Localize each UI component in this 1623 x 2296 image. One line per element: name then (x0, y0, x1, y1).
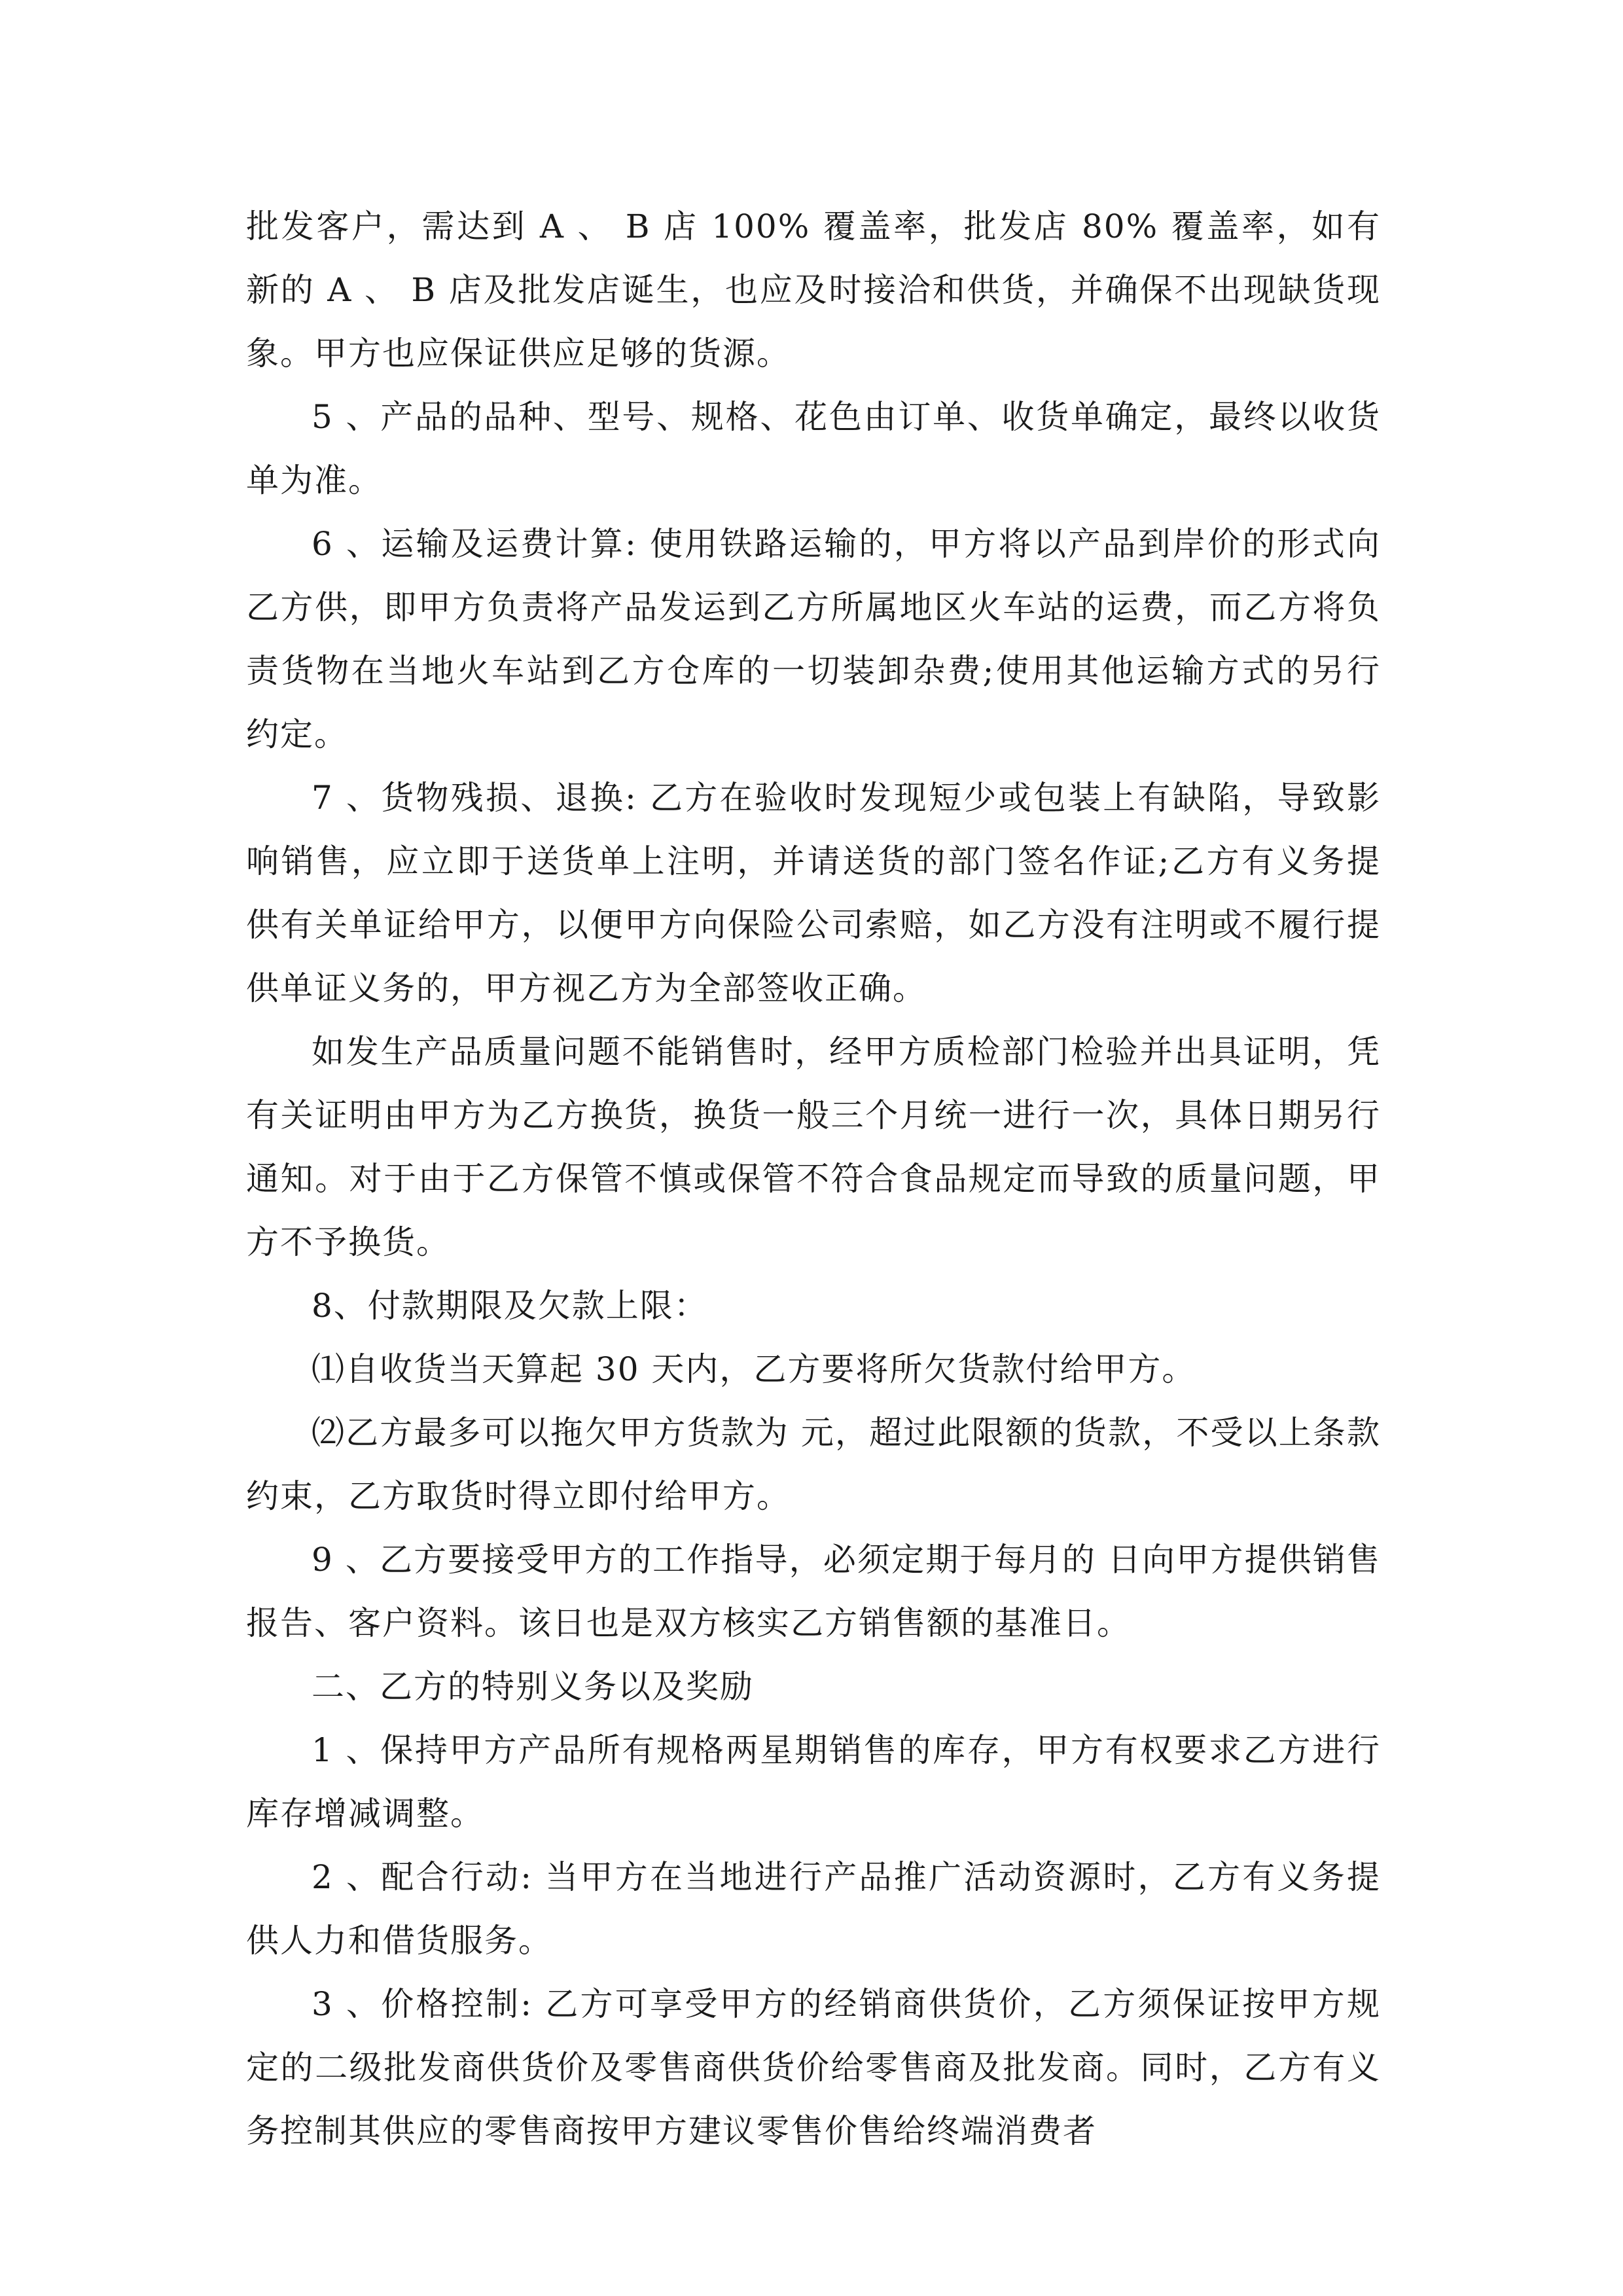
paragraph-clause-6: 6 、运输及运费计算: 使用铁路运输的，甲方将以产品到岸价的形式向乙方供，即甲方负责将产品发运到乙方所属地区火车站的运费，而乙方将负责货物在当地火车站到乙方仓库的一切装卸杂费;使用其他运输方式的另行约定。 (246, 525, 1381, 753)
paragraph-clause-5: 5 、产品的品种、型号、规格、花色由订单、收货单确定，最终以收货单为准。 (246, 398, 1381, 499)
document-body (246, 195, 1381, 2163)
section-heading-2: 二、乙方的特别义务以及奖励 (312, 1668, 754, 1706)
paragraph-section2-clause-1: 1 、保持甲方产品所有规格两星期销售的库存，甲方有权要求乙方进行库存增减调整。 (246, 1731, 1381, 1833)
paragraph-clause-8-item-1: ⑴自收货当天算起 30 天内，乙方要将所欠货款付给甲方。 (312, 1350, 1196, 1388)
paragraph-quality-issue: 如发生产品质量问题不能销售时，经甲方质检部门检验并出具证明，凭有关证明由甲方为乙方换货，换货一般三个月统一进行一次，具体日期另行通知。对于由于乙方保管不慎或保管不符合食品规定而导致的质量问题，甲方不予换货。 (246, 1033, 1381, 1261)
paragraph-section2-clause-3: 3 、价格控制: 乙方可享受甲方的经销商供货价，乙方须保证按甲方规定的二级批发商供货价及零售商供货价给零售商及批发商。同时，乙方有义务控制其供应的零售商按甲方建议零售价售给终端消费者 (246, 1985, 1381, 2150)
paragraph-continuation: 批发客户，需达到 A 、 B 店 100% 覆盖率，批发店 80% 覆盖率，如有新的 A 、 B 店及批发店诞生，也应及时接洽和供货，并确保不出现缺货现象。甲方也应保证供应足够的货源。 (246, 207, 1381, 372)
paragraph-clause-8-item-2: ⑵乙方最多可以拖欠甲方货款为 元，超过此限额的货款，不受以上条款约束，乙方取货时得立即付给甲方。 (246, 1414, 1381, 1515)
paragraph-clause-7: 7 、货物残损、退换: 乙方在验收时发现短少或包装上有缺陷，导致影响销售，应立即于送货单上注明，并请送货的部门签名作证;乙方有义务提供有关单证给甲方，以便甲方向保险公司索赔，如乙方没有注明或不履行提供单证义务的，甲方视乙方为全部签收正确。 (246, 779, 1381, 1007)
paragraph-section2-clause-2: 2 、配合行动: 当甲方在当地进行产品推广活动资源时，乙方有义务提供人力和借货服务。 (246, 1858, 1381, 1960)
paragraph-clause-9: 9 、乙方要接受甲方的工作指导，必须定期于每月的 日向甲方提供销售报告、客户资料。该日也是双方核实乙方销售额的基准日。 (246, 1541, 1381, 1642)
paragraph-clause-8: 8、付款期限及欠款上限： (312, 1287, 708, 1325)
